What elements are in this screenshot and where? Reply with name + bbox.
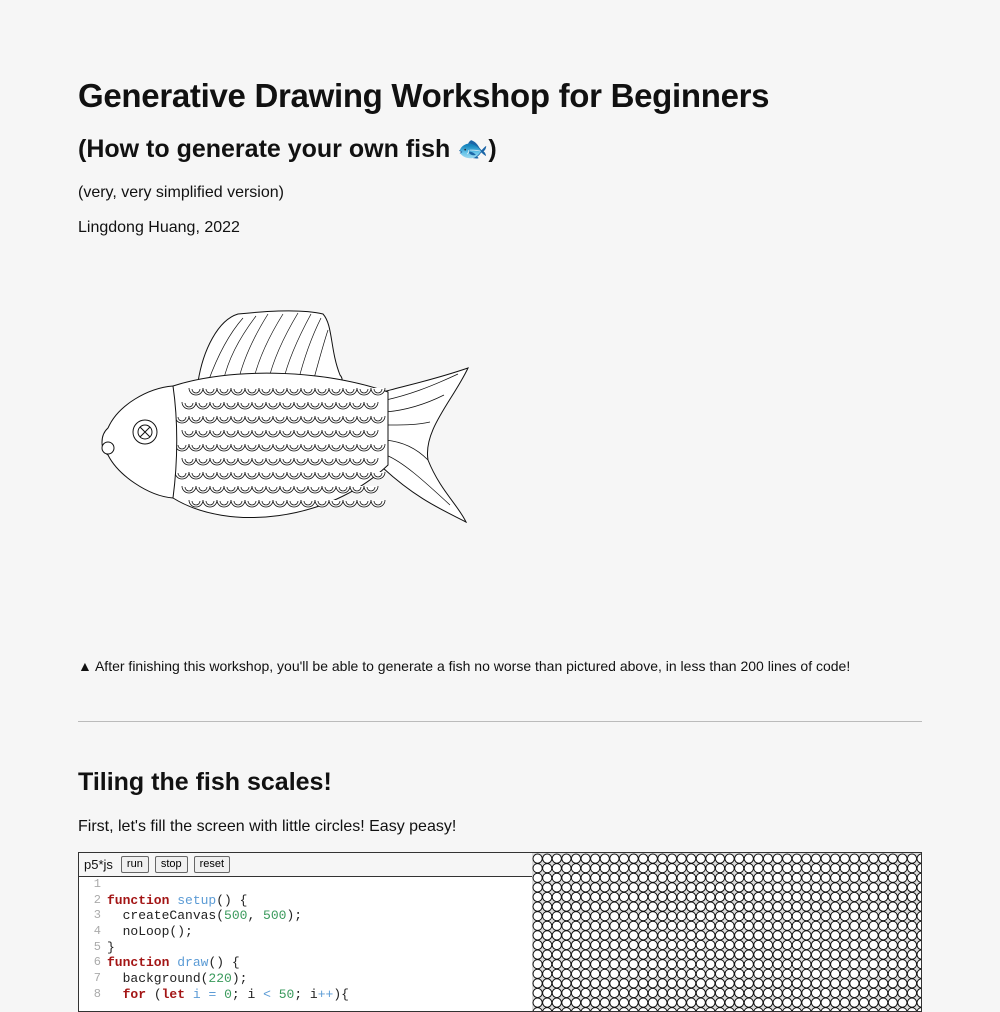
- code-token: setup: [177, 892, 217, 908]
- line-number: 1: [93, 877, 101, 891]
- fish-illustration: [78, 300, 498, 540]
- line-number: 5: [93, 939, 101, 954]
- code-token: draw: [177, 955, 209, 971]
- code-token: ){: [333, 986, 349, 1002]
- code-token: let: [161, 986, 193, 1002]
- page-title: Generative Drawing Workshop for Beginners: [78, 77, 770, 114]
- circle-grid-output: [532, 853, 921, 1011]
- run-button[interactable]: run: [121, 856, 149, 873]
- line-number: 4: [93, 924, 101, 939]
- code-line[interactable]: [79, 987, 532, 1003]
- version-note: (very, very simplified version): [78, 184, 284, 201]
- line-number: 2: [93, 892, 101, 907]
- section-divider: [78, 721, 922, 722]
- code-line[interactable]: [79, 877, 532, 893]
- code-line[interactable]: [79, 955, 532, 971]
- hero-caption: ▲ After finishing this workshop, you'll be able to generate a fish no worse than pictured above, in less than 200 lines of code!: [78, 658, 851, 674]
- code-token: );: [286, 908, 303, 924]
- code-area[interactable]: [79, 877, 532, 1011]
- section-title: Tiling the fish scales!: [78, 768, 332, 796]
- code-token: );: [231, 971, 248, 987]
- tail-fin: [383, 368, 468, 522]
- sketch-canvas: [532, 853, 921, 1011]
- code-line[interactable]: [79, 971, 532, 987]
- code-token: noLoop();: [107, 924, 193, 940]
- code-token: ; i: [294, 986, 318, 1002]
- author-line: Lingdong Huang, 2022: [78, 219, 240, 236]
- code-token: background(: [107, 971, 209, 987]
- code-token: (: [153, 986, 162, 1002]
- code-token: 220: [208, 971, 232, 987]
- code-token: () {: [208, 955, 240, 971]
- reset-button[interactable]: reset: [194, 856, 230, 873]
- code-token: 500: [263, 908, 287, 924]
- code-editor-pane: [79, 853, 533, 1011]
- code-line[interactable]: [79, 940, 532, 956]
- code-line[interactable]: [79, 908, 532, 924]
- code-token: ,: [247, 908, 264, 924]
- code-token: function: [107, 955, 178, 971]
- stop-button[interactable]: stop: [155, 856, 188, 873]
- fish-eye: [133, 420, 157, 444]
- code-line[interactable]: [79, 924, 532, 940]
- code-token: 500: [224, 908, 248, 924]
- code-token: () {: [216, 892, 248, 908]
- section-intro: First, let's fill the screen with little circles! Easy peasy!: [78, 818, 457, 835]
- code-token: }: [107, 939, 115, 955]
- code-token: ; i: [231, 986, 264, 1002]
- line-number: 6: [93, 955, 101, 970]
- editor-toolbar: [79, 853, 532, 877]
- code-token: i =: [192, 986, 225, 1002]
- code-token: ++: [317, 986, 334, 1002]
- p5js-logo: p5*js: [84, 857, 113, 872]
- line-number: 3: [93, 908, 101, 923]
- code-token: <: [263, 986, 279, 1002]
- page-subtitle: (How to generate your own fish 🐟): [78, 135, 497, 163]
- code-token: function: [107, 892, 178, 908]
- code-token: 0: [224, 986, 232, 1002]
- line-number: 8: [93, 986, 101, 1001]
- code-token: for: [107, 986, 154, 1002]
- code-line[interactable]: [79, 893, 532, 909]
- code-token: 50: [278, 986, 295, 1002]
- code-token: createCanvas(: [107, 908, 225, 924]
- line-number: 7: [93, 971, 101, 986]
- fish-mouth: [102, 442, 114, 454]
- p5-sketch-widget: [78, 852, 922, 1012]
